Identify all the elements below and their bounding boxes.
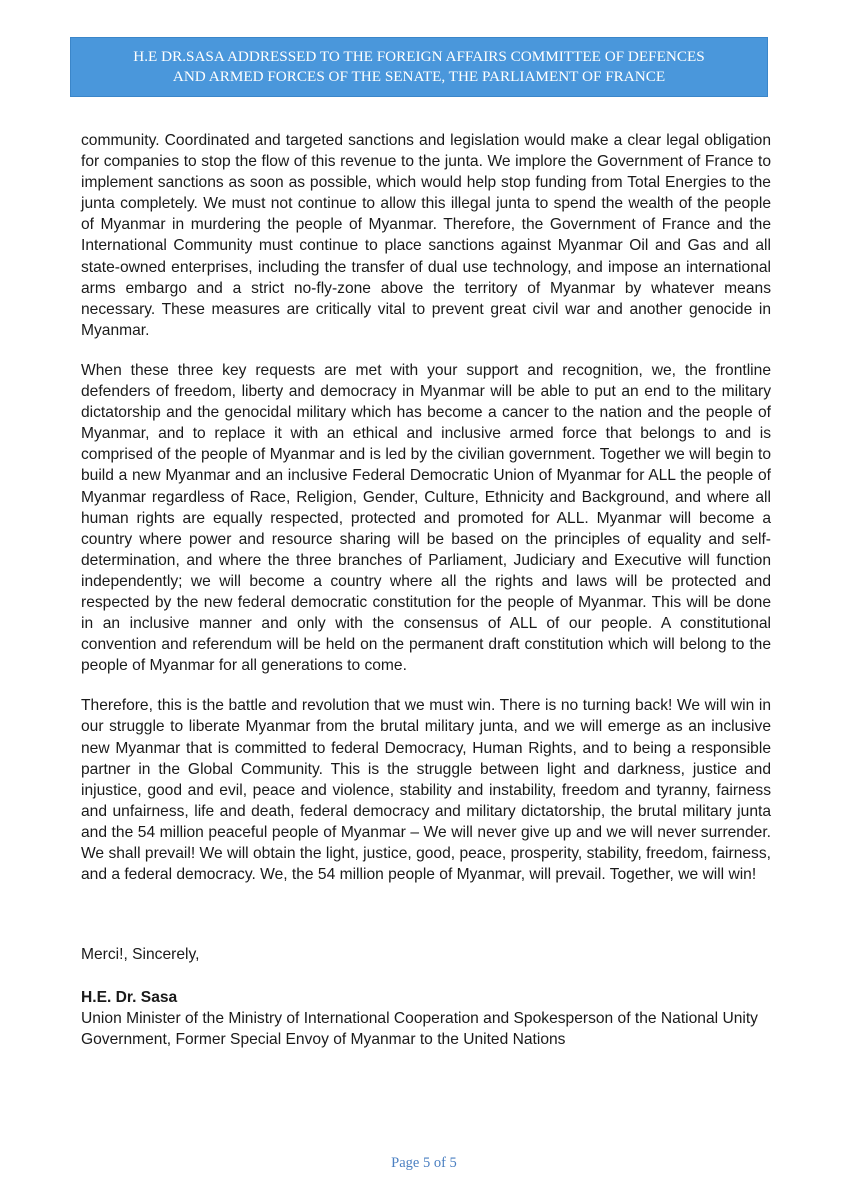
- signatory-title: Union Minister of the Ministry of International Cooperation and Spokesperson of the National Unity Government, Former Special Envoy of Myanmar to the United Nations: [81, 1010, 758, 1048]
- header-title-line-1: H.E DR.SASA ADDRESSED TO THE FOREIGN AFFAIRS COMMITTEE OF DEFENCES: [133, 48, 705, 65]
- closing-salutation: Merci!, Sincerely,: [81, 946, 200, 963]
- document-header-banner: [70, 37, 768, 97]
- body-paragraph-3: Therefore, this is the battle and revolution that we must win. There is no turning back! We will win in our struggle to liberate Myanmar from the brutal military junta, and we will emerge as an inclusive new Myanmar that is committed to federal Democracy, Human Rights, and to being a responsible partner in the Global Community. This is the struggle between light and darkness, justice and injustice, good and evil, peace and violence, stability and instability, freedom and tyranny, fairness and unfairness, life and death, federal democracy and military dictatorship, the brutal military junta and the 54 million peaceful people of Myanmar – We will never give up and we will never surrender. We shall prevail! We will obtain the light, justice, good, peace, prosperity, stability, freedom, fairness, and a federal democracy. We, the 54 million people of Myanmar, will prevail. Together, we will win!: [81, 697, 771, 884]
- signatory-name: H.E. Dr. Sasa: [81, 989, 178, 1006]
- page-number-footer: Page 5 of 5: [391, 1155, 457, 1171]
- signature-block: [81, 987, 781, 1050]
- body-paragraph-2: When these three key requests are met with your support and recognition, we, the frontline defenders of freedom, liberty and democracy in Myanmar will be able to put an end to the military dictatorship and the genocidal military which has become a cancer to the nation and the people of Myanmar, and to replace it with an ethical and inclusive armed force that belongs to and is comprised of the people of Myanmar and is led by the civilian government. Together we will begin to build a new Myanmar and an inclusive Federal Democratic Union of Myanmar for ALL the people of Myanmar regardless of Race, Religion, Gender, Culture, Ethnicity and Background, and where all human rights are equally respected, protected and promoted for ALL. Myanmar will become a country where power and resource sharing will be based on the principles of equality and self-determination, and where the three branches of Parliament, Judiciary and Executive will function independently; we will become a country where all the rights and laws will be protected and respected by the new federal democratic constitution for the people of Myanmar. This will be done in an inclusive manner and only with the consensus of ALL of our people. A constitutional convention and referendum will be held on the permanent draft constitution which will belong to the people of Myanmar for all generations to come.: [81, 361, 771, 675]
- body-paragraph-1: community. Coordinated and targeted sanctions and legislation would make a clear legal obligation for companies to stop the flow of this revenue to the junta. We implore the Government of France to implement sanctions as soon as possible, which would help stop funding from Total Energies to the junta completely. We must not continue to allow this illegal junta to spend the wealth of the people of Myanmar in murdering the people of Myanmar. Therefore, the Government of France and the International Community must continue to place sanctions against Myanmar Oil and Gas and all state-owned enterprises, including the transfer of dual use technology, and impose an international arms embargo and a strict no-fly-zone above the territory of Myanmar by whatever means necessary. These measures are critically vital to prevent great civil war and another genocide in Myanmar.: [81, 132, 771, 339]
- header-title-line-2: AND ARMED FORCES OF THE SENATE, THE PARLIAMENT OF FRANCE: [172, 68, 666, 85]
- letter-body: [81, 130, 771, 904]
